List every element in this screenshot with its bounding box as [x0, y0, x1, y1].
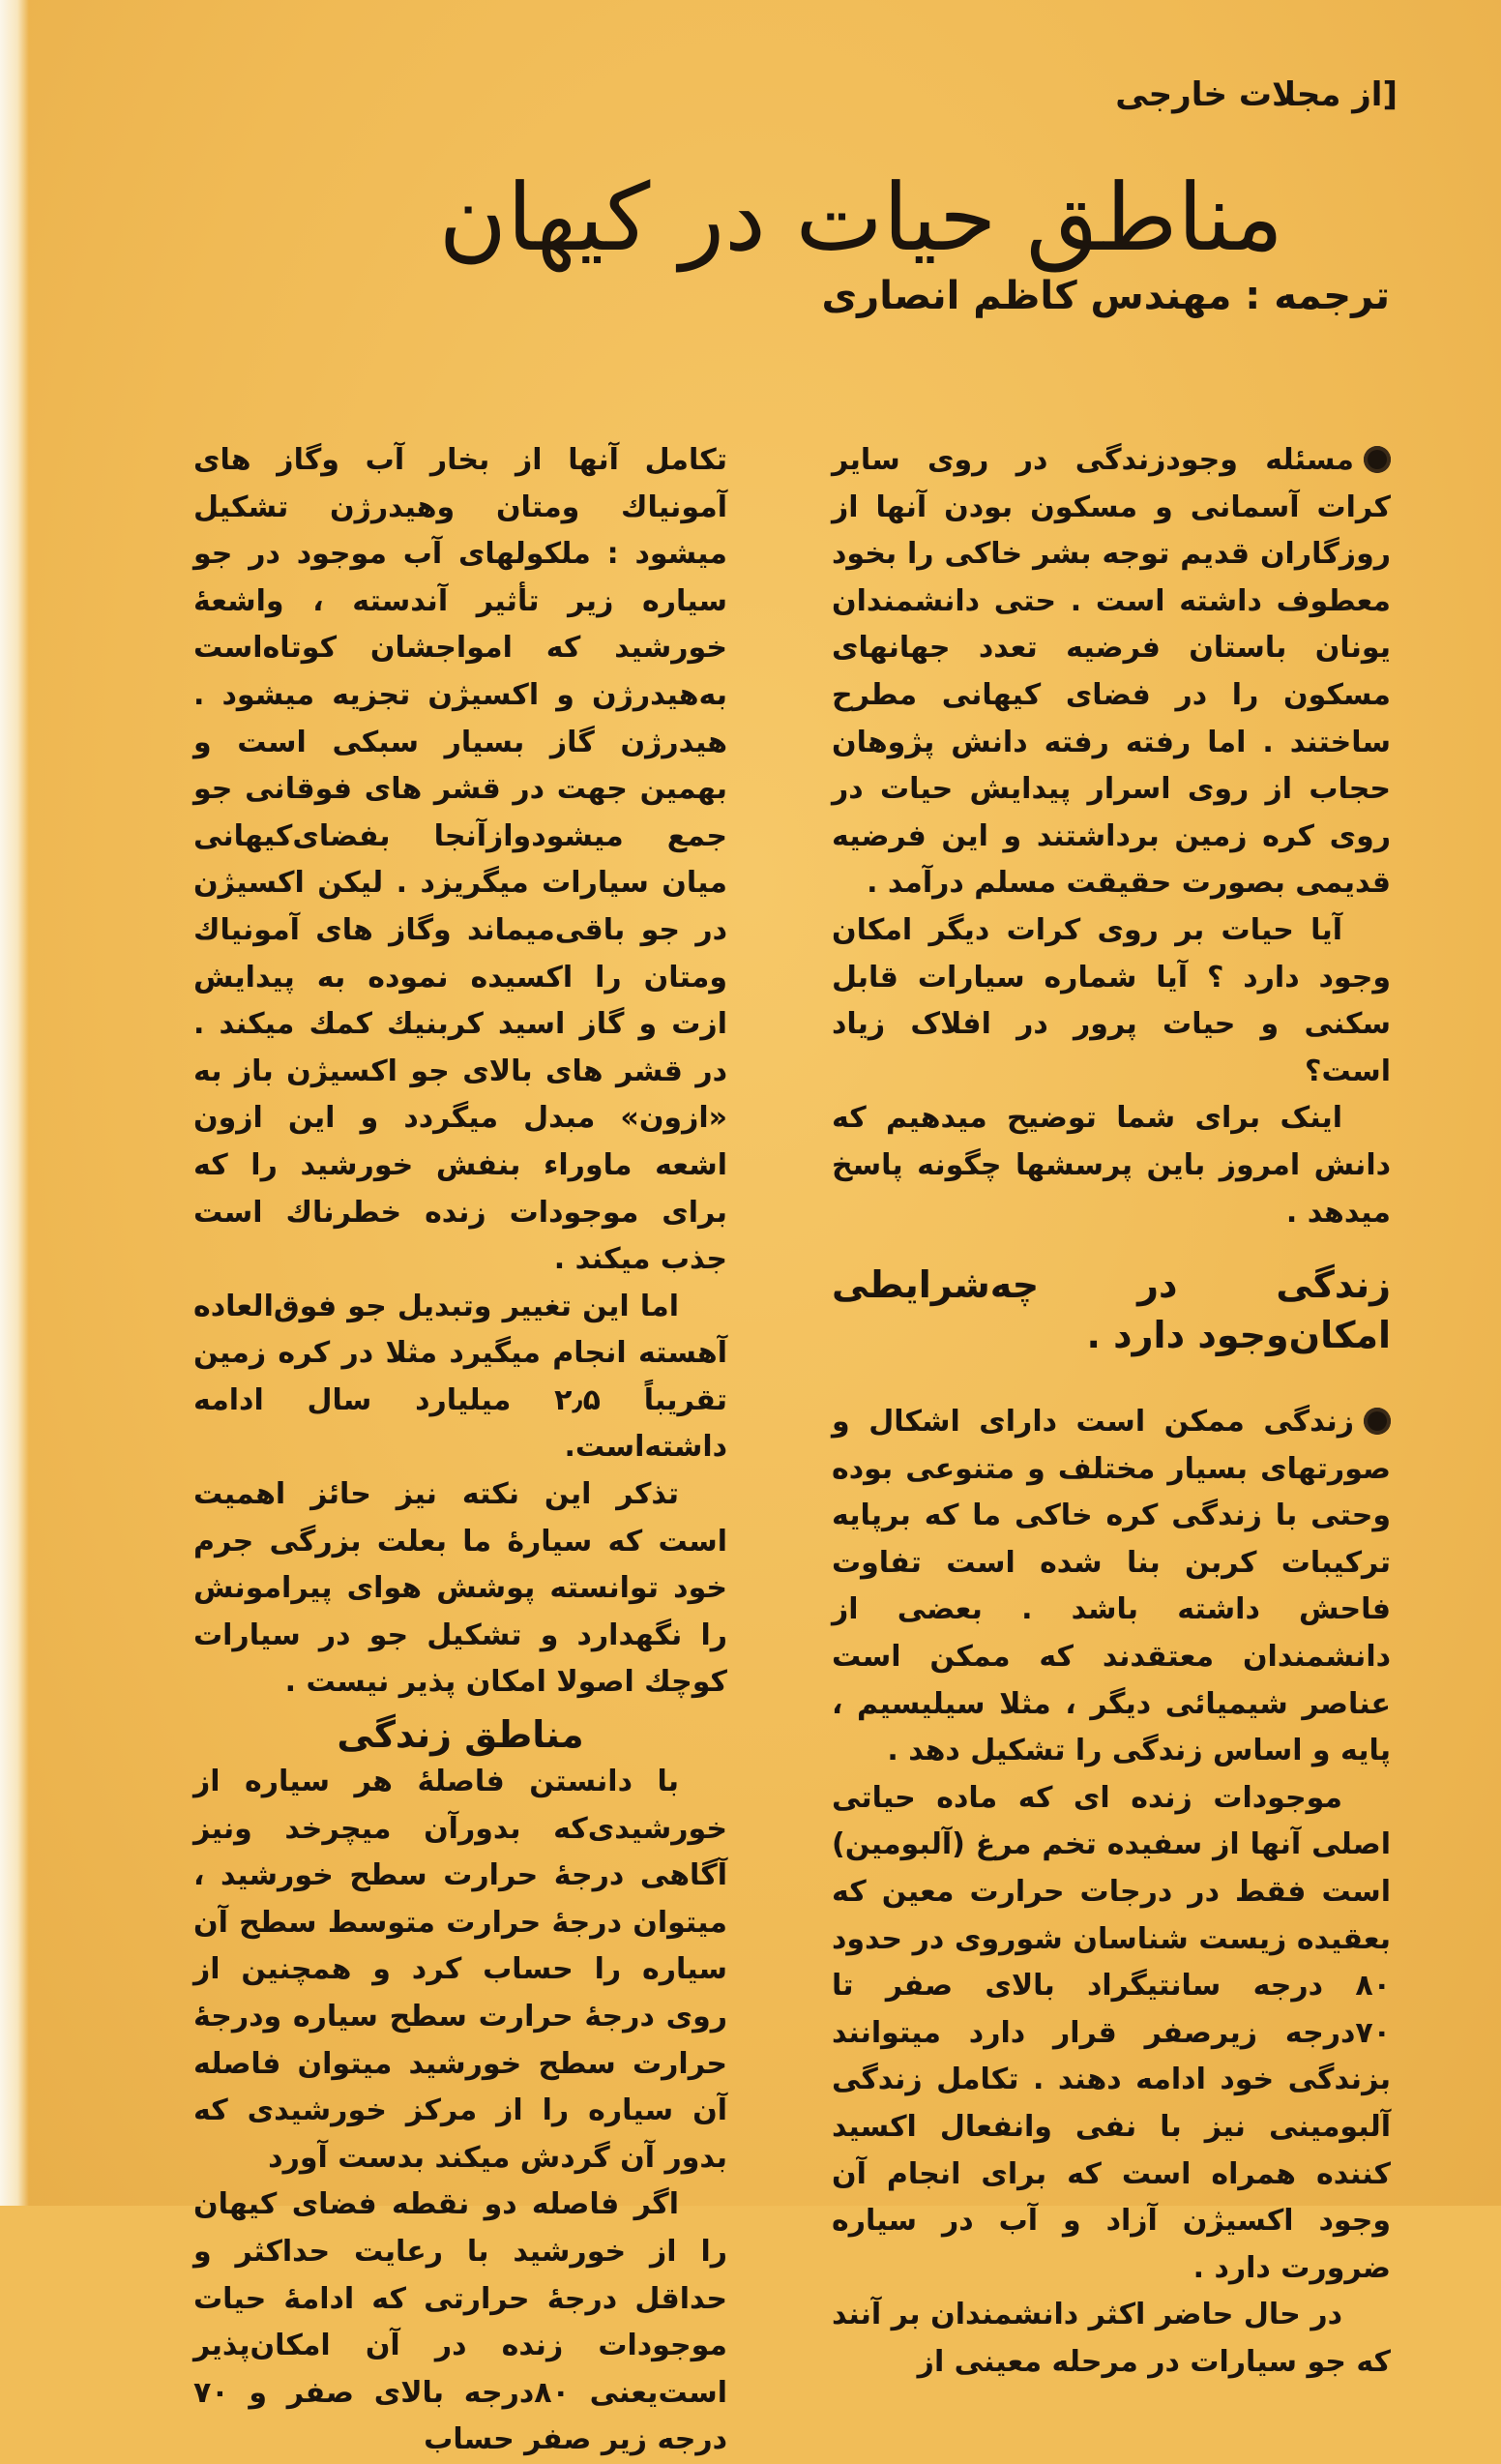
albumin-paragraph: موجودات زنده ای که ماده حیاتی اصلی آنها از سفیده تخم مرغ (آلبومین) است فقط در درجات حرارت معین که بعقیده زیست شناسان شوروی در حدود ۸۰ درجه سانتیگراد بالای صفر تا ۷۰درجه زیرصفر قرار دارد میتوانند بزندگی خود ادامه دهند . تکامل زندگی آلبومینی نیز با نفی وانفعال اکسید کننده همراه است که برای انجام آن وجود اکسیژن آزاد و آب در سیاره ضرورت دارد .	[832, 1780, 1391, 2285]
left-column	[193, 437, 727, 2464]
zones-paragraph: با دانستن فاصلهٔ هر سیاره از خورشیدی‌که بدورآن میچرخد ونیز آگاهی درجهٔ حرارت سطح خورشید ، میتوان درجهٔ حرارت متوسط سطح آن سیاره را حساب کرد و همچنین از روی درجهٔ حرارت سطح سیاره ودرجهٔ حرارت سطح خورشید میتوان فاصله آن سیاره را از مرکز خورشیدی که بدور آن گردش میکند بدست آورد	[193, 1765, 727, 2175]
article-title: مناطق حیات در کیهان	[438, 163, 1283, 272]
source-tag: [از مجلات خارجی	[1115, 75, 1398, 114]
life-forms-paragraph: زندگی ممکن است دارای اشکال و صورتهای بسیار مختلف و متنوعی بوده وحتی با زندگی کره خاکی ما که برپایه ترکیبات کربن بنا شده است تفاوت فاحش داشته باشد . بعضی از دانشمندان معتقدند که ممکن است عناصر شیمیائی دیگر ، مثلا سیلیسیم ، پایه و اساس زندگی را تشکیل دهد .	[832, 1405, 1391, 1768]
questions-paragraph: آیا حیات بر روی کرات دیگر امکان وجود دارد ؟ آیا شماره سیارات قابل سکنی و حیات پرور در افلاک زیاد است؟	[832, 912, 1391, 1088]
section-heading-conditions: زندگی در چه‌شرایطی امکان‌وجود دارد .	[832, 1263, 1391, 1357]
bullet-icon	[1364, 446, 1391, 473]
section-heading-zones: مناطق زندگی	[337, 1713, 584, 1757]
mass-paragraph: تذکر این نکته نیز حائز اهمیت است که سیارهٔ ما بعلت بزرگی جرم خود توانسته پوشش هوای پیرامونش را نگهدارد و تشکیل جو در سیارات کوچك اصولا امکان پذیر نیست .	[193, 1477, 727, 1700]
intro-paragraph: مسئله وجودزندگی در روی سایر کرات آسمانی و مسکون بودن آنها از روزگاران قدیم توجه بشر خاکی را بخود معطوف داشته است . حتی دانشمندان یونان باستان فرضیه تعدد جهانهای مسکون را در فضای کیهانی مطرح ساختند . اما رفته رفته دانش پژوهان حجاب از روی اسرار پیدایش حیات در روی کره زمین برداشتند و این فرضیه قدیمی بصورت حقیقت مسلم درآمد .	[832, 443, 1391, 901]
bullet-icon	[1364, 1408, 1391, 1435]
right-column	[832, 437, 1391, 2387]
translator-credit: ترجمه : مهندس کاظم انصاری	[821, 274, 1390, 318]
distance-paragraph: اگر فاصله دو نقطه فضای کیهان را از خورشید با رعایت حداکثر و حداقل درجهٔ حرارتی که ادامهٔ حیات موجودات زنده در آن امکان‌پذیر است‌یعنی ۸۰درجه بالای صفر و ۷۰ درجه زیر صفر حساب	[193, 2187, 727, 2457]
answer-paragraph: اینک برای شما توضیح میدهیم که دانش امروز باین پرسشها چگونه پاسخ میدهد .	[832, 1101, 1391, 1230]
closing-paragraph: در حال حاضر اکثر دانشمندان بر آنند که جو سیارات در مرحله معینی از	[832, 2298, 1391, 2379]
slow-change-paragraph: اما این تغییر وتبدیل جو فوق‌العاده آهسته انجام میگیرد مثلا در کره زمین تقریباً ۲٫۵ میلیارد سال ادامه داشته‌است.	[193, 1289, 727, 1465]
evolution-paragraph: تکامل آنها از بخار آب وگاز های آمونیاك ومتان وهیدرژن تشکیل میشود : ملکولهای آب موجود در جو سیاره زیر تأثیر آندسته ، واشعهٔ خورشید که امواجشان کوتاه‌است به‌هیدرژن و اکسیژن تجزیه میشود . هیدرژن گاز بسیار سبکی است و بهمین جهت در قشر های فوقانی جو جمع میشودوازآنجا بفضای‌کیهانی میان سیارات میگریزد . لیکن اکسیژن در جو باقی‌میماند وگاز های آمونیاك ومتان را اکسیده نموده به پیدایش ازت و گاز اسید کربنیك کمك میکند . در قشر های بالای جو اکسیژن باز به «ازون» مبدل میگردد و این ازون اشعه ماوراء بنفش خورشید را که برای موجودات زنده خطرناك است جذب میکند .	[193, 443, 727, 1277]
